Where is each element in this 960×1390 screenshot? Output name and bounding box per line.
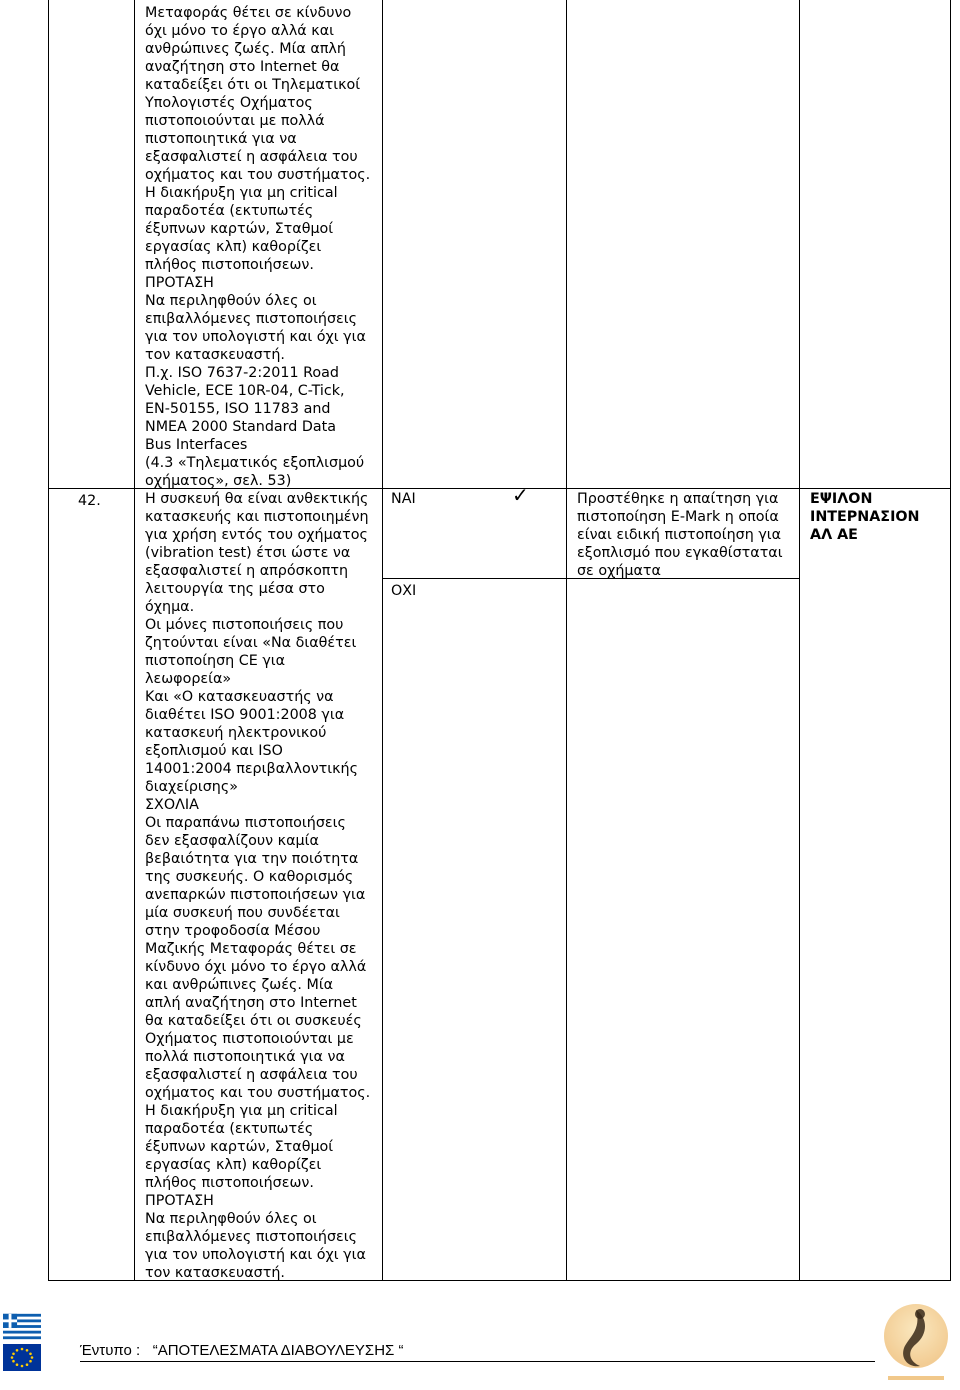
yes-no-divider	[382, 578, 566, 579]
eu-flag-icon	[3, 1344, 41, 1371]
footer-rule	[80, 1361, 875, 1362]
column-divider	[382, 0, 383, 1281]
form-label: Έντυπο : “ΑΠΟΤΕΛΕΣΜΑΤΑ ΔΙΑΒΟΥΛΕΥΣΗΣ “	[80, 1342, 404, 1359]
row-observation: Η συσκευή θα είναι ανθεκτικής κατασκευής και πιστοποιημένη για χρήση εντός του οχήματος (vibration test) έτσι ώστε να εξασφαλιστεί η απρόσκοπτη λειτουργία της μέσα στο όχημα. Οι μόνες πιστοποιήσεις που ζητούνται είναι «Να διαθέτει πιστοποίηση CE για λεωφορεία» Και «Ο κατασκευαστής να διαθέτει ISO 9001:2008 για κατασκευή ηλεκτρονικού εξοπλισμού και ISO 14001:2004 περιβαλλοντικής διαχείρισης» ΣΧΟΛΙΑ Οι παραπάνω πιστοποιήσεις δεν εξασφαλίζουν καμία βεβαιότητα για την ποιότητα της συσκευής. Ο καθορισμός ανεπαρκών πιστοποιήσεων για μία συσκευή που συνδέεται στην τροφοδοσία Μέσου Μαζικής Μεταφοράς θέτει σε κίνδυνο όχι μόνο το έργο αλλά και ανθρώπινες ζωές. Μία απλή αναζήτηση στο Internet θα καταδείξει ότι οι συσκευές Οχήματος πιστοποιούνται με πολλά πιστοποιητικά για να εξασφαλιστεί η ασφάλεια του οχήματος και του συστήματος. Η διακήρυξη για μη critical παραδοτέα (εκτυπωτές έξυπνων καρτών, Σταθμοί εργασίας κλπ) καθορίζει πλήθος πιστοποιήσεων. ΠΡΟΤΑΣΗ Να περιληφθούν όλες οι επιβαλλόμενες πιστοποιήσεις για τον υπολογιστή και όχι για τον κατασκευαστή.	[145, 491, 371, 1281]
response-text: Προστέθηκε η απαίτηση για πιστοποίηση E-Mark η οποία είναι ειδική πιστοποίηση για εξοπλισμό που εγκαθίσταται σε οχήματα	[577, 491, 783, 579]
check-mark-icon: ✓	[512, 483, 529, 507]
column-divider	[799, 0, 800, 1281]
yes-label: ΝΑΙ	[391, 491, 416, 507]
digital-greece-logo	[876, 1300, 956, 1386]
column-divider	[566, 0, 567, 1281]
row-number: 42.	[78, 493, 101, 509]
company-name: ΕΨΙΛΟΝ ΙΝΤΕΡΝΑΣΙΟΝ ΑΛ ΑΕ	[810, 491, 920, 543]
no-label: ΟΧΙ	[391, 583, 417, 599]
prev-row-observation: Μεταφοράς θέτει σε κίνδυνο όχι μόνο το έργο αλλά και ανθρώπινες ζωές. Μία απλή αναζήτηση στο Internet θα καταδείξει ότι οι Τηλεματικοί Υπολογιστές Οχήματος πιστοποιούνται με πολλά πιστοποιητικά για να εξασφαλιστεί η ασφάλεια του οχήματος και του συστήματος. Η διακήρυξη για μη critical παραδοτέα (εκτυπωτές έξυπνων καρτών, Σταθμοί εργασίας κλπ) καθορίζει πλήθος πιστοποιήσεων. ΠΡΟΤΑΣΗ Να περιληφθούν όλες οι επιβαλλόμενες πιστοποιήσεις για τον υπολογιστή και όχι για τον κατασκευαστή. Π.χ. ISO 7637-2:2011 Road Vehicle, ECE 10R-04, C-Tick, EN-50155, ISO 11783 and NMEA 2000 Standard Data Bus Interfaces (4.3 «Τηλεματικός εξοπλισμού οχήματος», σελ. 53)	[145, 5, 371, 489]
table-border-right	[950, 0, 951, 1281]
table-border-left	[48, 0, 49, 1281]
column-divider	[134, 0, 135, 1281]
greek-flag-icon	[3, 1313, 41, 1340]
